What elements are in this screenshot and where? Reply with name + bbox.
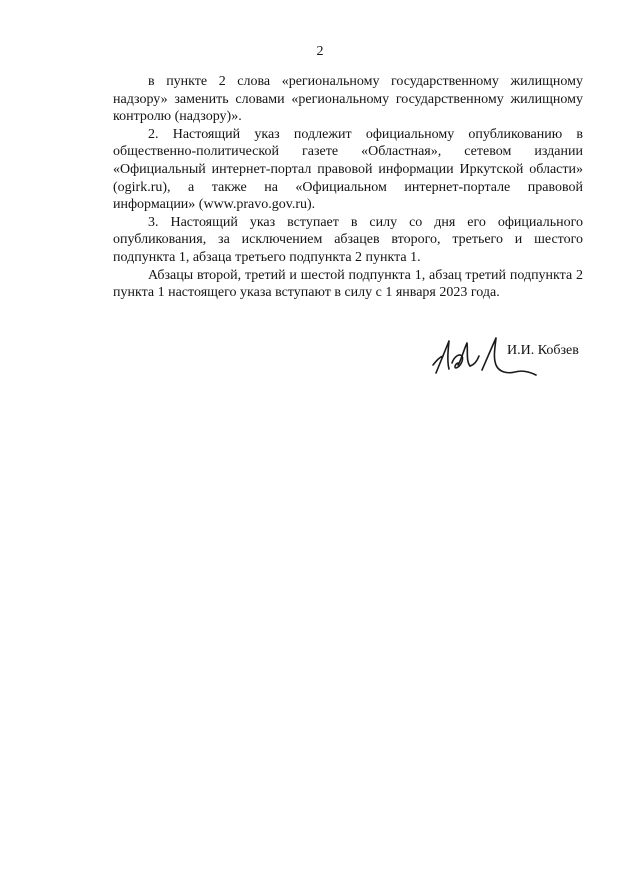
signature-block — [430, 335, 600, 380]
document-body — [113, 73, 583, 302]
signer-name: И.И. Кобзев — [507, 343, 579, 358]
paragraph-exceptions-date: Абзацы второй, третий и шестой подпункта 1, абзац третий подпункта 2 пункта 1 настоящего указа вступают в силу с 1 января 2023 года. — [113, 267, 583, 301]
page-number: 2 — [316, 44, 324, 59]
paragraph-amendment: в пункте 2 слова «региональному государственному жилищному надзору» заменить словами «региональному государственному жилищному контролю (надзору)». — [113, 74, 583, 125]
paragraph-publication: 2. Настоящий указ подлежит официальному опубликованию в общественно-политической газете «Областная», сетевом издании «Официальный интернет-портал правовой информации Иркутской области» (ogirk.ru), а также на «Официальном интернет-портале правовой информации» (www.pravo.gov.ru). — [113, 126, 583, 213]
paragraph-entry-into-force: 3. Настоящий указ вступает в силу со дня его официального опубликования, за исключением абзацев второго, третьего и шестого подпункта 1, абзаца третьего подпункта 2 пункта 1. — [113, 214, 583, 265]
